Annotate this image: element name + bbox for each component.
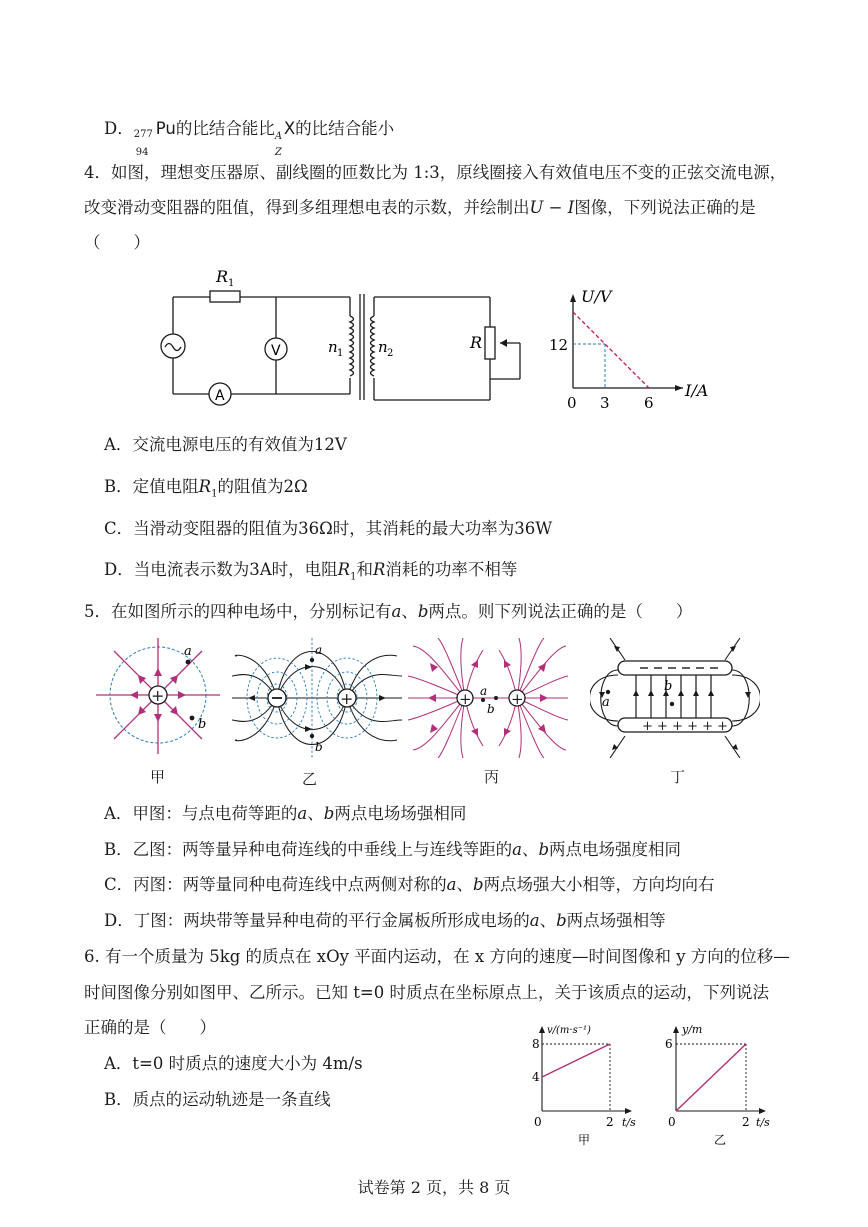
field-fig-bing (408, 638, 568, 758)
point-b: b (538, 840, 550, 859)
tick-origin: 0 (668, 1115, 676, 1129)
svg-text:+: + (151, 686, 165, 705)
option-text: 两点场强大小相等，方向均向右 (483, 875, 715, 894)
q6-graph-yi (656, 1018, 781, 1153)
q4-stem-line1: 4．如图，理想变压器原、副线圈的匝数比为 1:3，原线圈接入有效值电压不变的正弦交流电源， (84, 163, 787, 182)
graph-caption: 乙 (714, 1133, 727, 1147)
x-symbol: X (283, 119, 296, 138)
option-text: 当滑动变阻器的阻值为36Ω时，其消耗的最大功率为36W (133, 519, 553, 538)
var-sub: 1 (211, 488, 218, 500)
option-label: C． (104, 875, 134, 894)
q6-stem-line3: 正确的是（ ） (84, 1018, 216, 1037)
option-label: C． (104, 519, 134, 538)
q4-circuit-diagram (150, 262, 530, 410)
option-text: 丙图：两等量同种电荷连线中点两侧对称的 (133, 875, 447, 894)
r1-sub: 1 (228, 278, 235, 289)
q4-ui-graph (545, 280, 720, 415)
point-b-label: b (664, 679, 673, 694)
option-text: 消耗的功率不相等 (385, 560, 518, 579)
option-text: 交流电源电压的有效值为12V (132, 435, 347, 454)
q6-stem-line2: 时间图像分别如图甲、乙所示。已知 t=0 时质点在坐标原点上，关于该质点的运动，下列说法 (84, 983, 769, 1002)
option-text: 丁图：两块带等量异种电荷的平行金属板所形成电场的 (133, 911, 530, 930)
option-sep: 、 (456, 875, 473, 894)
page-footer: 试卷第 2 页，共 8 页 (357, 1178, 511, 1197)
point-b: b (417, 602, 429, 621)
graph-ylabel: v/(m·s⁻¹) (547, 1025, 591, 1036)
stem-math: U − I (529, 198, 575, 217)
field-fig-jia (96, 638, 220, 758)
q6-option-a (104, 1053, 363, 1075)
q6-option-b (104, 1089, 331, 1111)
pu-mass: 277 (133, 129, 153, 140)
vt-line (542, 1044, 610, 1077)
rheostat (485, 327, 495, 359)
option-text: 的比结合能比 (175, 119, 275, 138)
svg-text:+: + (459, 690, 472, 708)
voltmeter-label: V (271, 343, 281, 359)
q6-stem-line1: 6. 有一个质量为 5kg 的质点在 xOy 平面内运动，在 x 方向的速度—时间图像和 y 方向的位移— (84, 947, 790, 966)
q6-graph-jia (520, 1018, 645, 1153)
ui-line (573, 312, 649, 388)
tick-y6: 6 (665, 1037, 673, 1051)
point-a: a (446, 875, 457, 894)
option-label: D． (104, 911, 134, 930)
option-label: A． (104, 435, 133, 454)
stem-text: 改变滑动变阻器的阻值，得到多组理想电表的示数，并绘制出 (84, 198, 530, 217)
option-text: t=0 时质点的速度大小为 4m/s (132, 1054, 363, 1073)
q5-option-a (104, 803, 466, 825)
q4-option-c (104, 518, 552, 540)
pu-symbol: Pu (155, 119, 176, 138)
fig-caption-ding: 丁 (670, 768, 686, 786)
point-b-label: b (315, 740, 323, 754)
svg-text:+: + (511, 690, 524, 708)
svg-text:+ + + + + +: + + + + + + (642, 719, 729, 734)
point-b: b (556, 911, 567, 930)
graph-ylabel: U/V (581, 287, 612, 306)
option-text: 的比结合能小 (295, 119, 395, 138)
point-a: a (391, 602, 402, 621)
option-sep: 、 (307, 804, 324, 823)
pu-z: 94 (135, 147, 149, 158)
option-label: D． (104, 560, 134, 579)
stem-text: 两点。则下列说法正确的是（ ） (428, 602, 693, 621)
point-a-label: a (184, 644, 192, 659)
point-b-label: b (198, 717, 207, 732)
secondary-coil-icon (371, 316, 375, 376)
option-label: B． (104, 477, 133, 496)
tick-origin: 0 (567, 394, 577, 412)
stem-sep: 、 (401, 602, 418, 621)
option-text: 两点场强相等 (566, 911, 666, 930)
option-text: 两点电场场强相同 (334, 804, 467, 823)
r1-label: R (216, 267, 229, 286)
stem-text: 5．在如图所示的四种电场中，分别标记有 (84, 602, 392, 621)
option-label: B． (104, 1090, 133, 1109)
option-label: D． (104, 119, 134, 138)
ammeter-label: A (215, 388, 225, 404)
tick-x2: 2 (606, 1115, 614, 1129)
option-sep: 、 (539, 911, 557, 930)
q4-option-d (104, 559, 517, 588)
x-z: Z (274, 147, 282, 158)
option-text: 和 (356, 560, 373, 579)
tick-x3: 3 (600, 394, 610, 412)
option-text: 甲图：与点电荷等距的 (132, 804, 298, 823)
option-text: 乙图：两等量异种电荷连线的中垂线上与连线等距的 (132, 840, 513, 859)
option-text: 的阻值为2Ω (217, 477, 308, 496)
n1-label: n (328, 338, 338, 356)
q5-stem (84, 601, 692, 623)
point-b-label: b (487, 702, 495, 716)
point-a: a (529, 911, 540, 930)
option-text: 当电流表示数为3A时，电阻 (133, 560, 338, 579)
tick-x6: 6 (644, 394, 654, 412)
point-a-label: a (480, 684, 488, 698)
q4-answer-blank: （ ） (84, 233, 150, 252)
fig-caption-jia: 甲 (150, 768, 166, 786)
n1-sub: 1 (337, 348, 344, 359)
primary-coil-icon (350, 316, 354, 376)
q4-option-a (104, 434, 347, 456)
point-a: a (512, 840, 522, 859)
tick-y4: 4 (532, 1070, 540, 1084)
n2-sub: 2 (387, 348, 394, 359)
graph-xlabel: t/s (756, 1116, 770, 1129)
q4-option-b (104, 476, 308, 505)
graph-ylabel: y/m (682, 1023, 703, 1036)
point-a-label: a (602, 695, 610, 710)
option-text: 定值电阻 (132, 477, 199, 496)
option-text: 质点的运动轨迹是一条直线 (132, 1090, 331, 1109)
q5-option-c (104, 874, 715, 896)
point-b: b (323, 804, 335, 823)
var-sub: 1 (350, 571, 357, 583)
graph-caption: 甲 (578, 1133, 591, 1147)
graph-xlabel: I/A (685, 381, 709, 400)
point-b: b (472, 875, 484, 894)
n2-label: n (378, 338, 388, 356)
stem-text: 图像，下列说法正确的是 (574, 198, 756, 217)
r-label: R (470, 333, 483, 352)
tick-y12: 12 (549, 336, 569, 354)
q5-option-d (104, 910, 666, 932)
point-a: a (297, 804, 308, 823)
option-sep: 、 (521, 840, 539, 859)
option-label: B． (104, 840, 133, 859)
x-mass: A (274, 131, 283, 142)
yt-line (676, 1044, 746, 1111)
r1-resistor (210, 291, 240, 302)
var-r: R (337, 560, 351, 579)
point-a-label: a (315, 643, 323, 657)
field-fig-yi (232, 636, 402, 760)
option-label: A． (104, 1054, 133, 1073)
tick-y8: 8 (532, 1037, 540, 1051)
var-r: R (372, 560, 386, 579)
option-text: 两点电场强度相同 (549, 840, 682, 859)
q3-option-d (104, 118, 395, 158)
svg-text:+: + (340, 689, 354, 708)
option-label: A． (104, 804, 133, 823)
q4-stem-line2 (84, 197, 756, 219)
tick-origin: 0 (534, 1115, 542, 1129)
fig-caption-bing: 丙 (484, 768, 500, 786)
q5-option-b (104, 839, 681, 861)
var-r: R (198, 477, 212, 496)
graph-xlabel: t/s (622, 1116, 636, 1129)
fig-caption-yi: 乙 (302, 770, 318, 788)
tick-x2: 2 (742, 1115, 750, 1129)
field-fig-ding (590, 638, 760, 758)
